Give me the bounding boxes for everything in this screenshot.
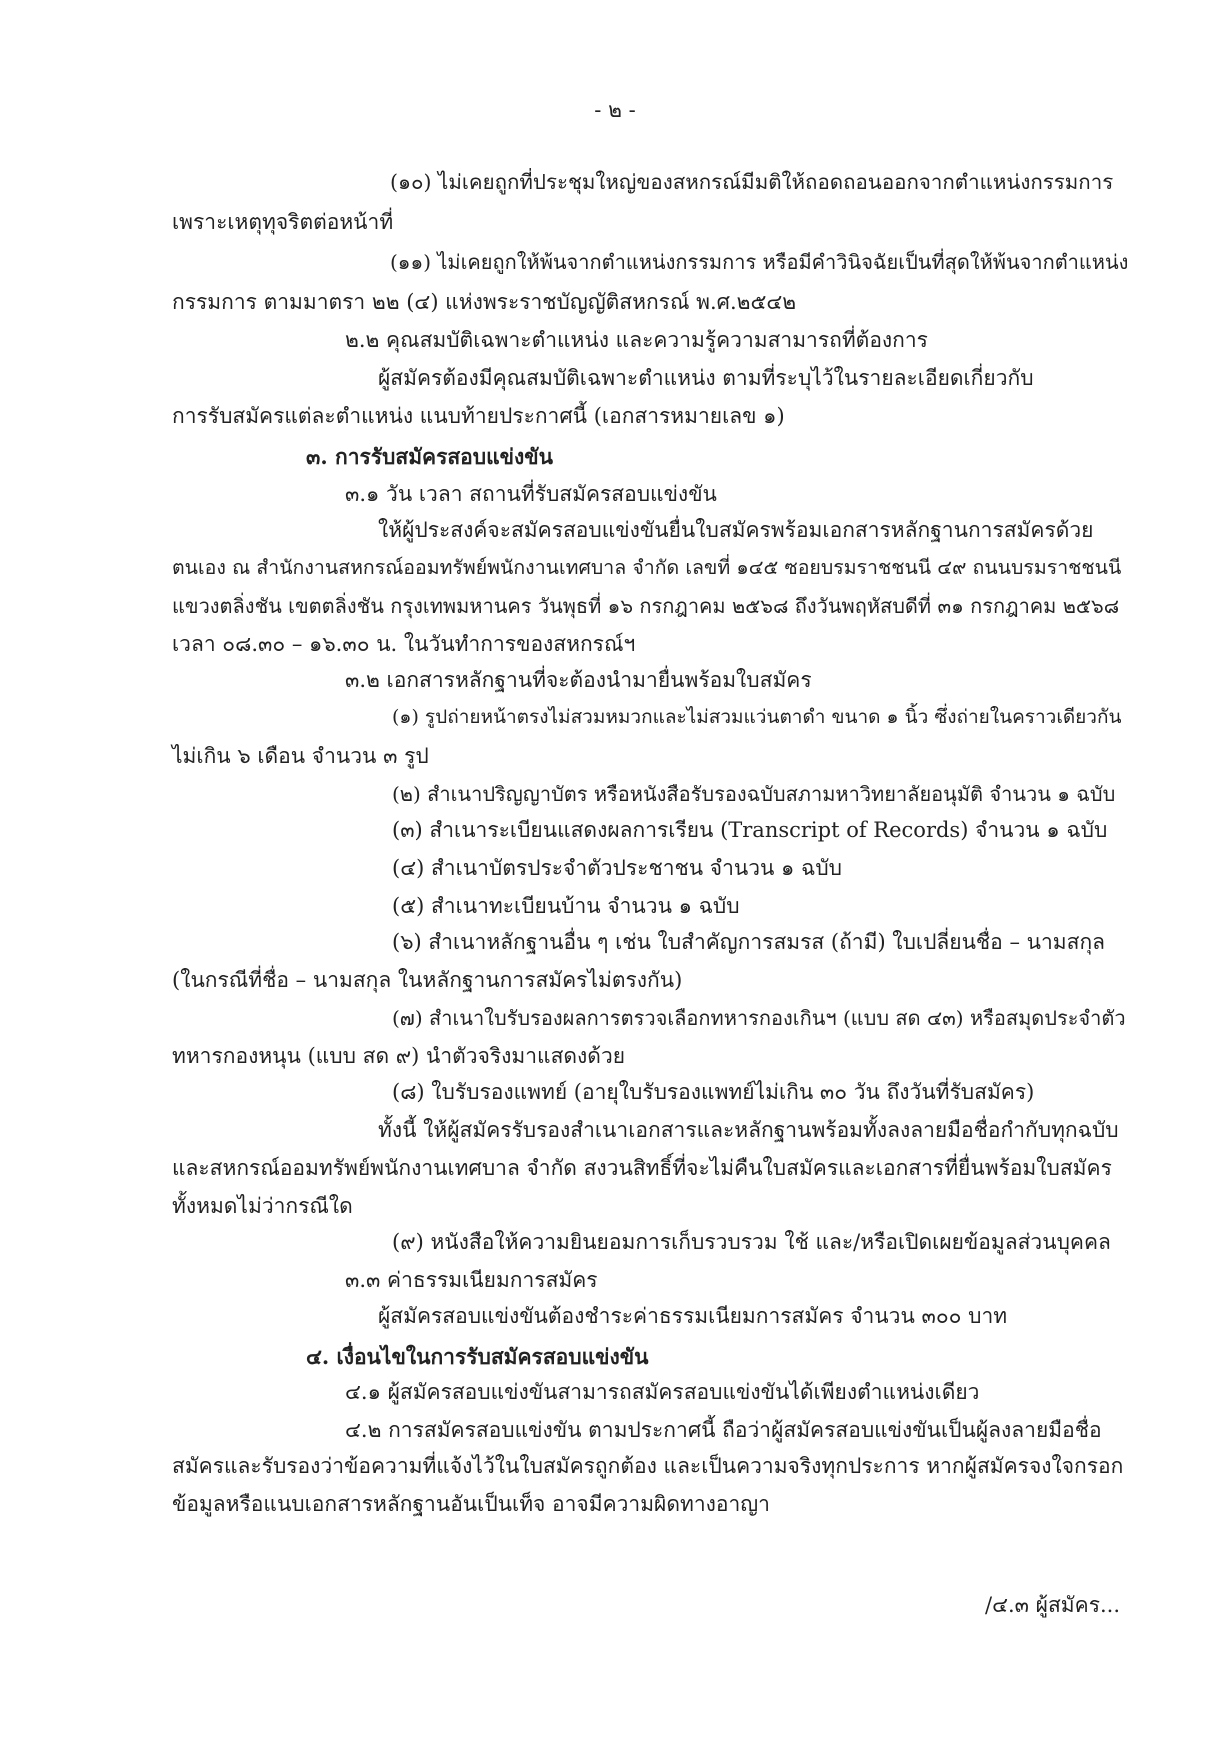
text-line: (๖) สำเนาหลักฐานอื่น ๆ เช่น ใบสำคัญการสมรส (ถ้ามี) ใบเปลี่ยนชื่อ – นามสกุล — [392, 930, 1106, 954]
text-line: ๒.๒ คุณสมบัติเฉพาะตำแหน่ง และความรู้ความสามารถที่ต้องการ — [345, 328, 928, 352]
text-line: ๔.๑ ผู้สมัครสอบแข่งขันสามารถสมัครสอบแข่งขันได้เพียงตำแหน่งเดียว — [345, 1380, 980, 1404]
text-line: กรรมการ ตามมาตรา ๒๒ (๔) แห่งพระราชบัญญัติสหกรณ์ พ.ศ.๒๕๔๒ — [172, 290, 797, 314]
text-line: (๘) ใบรับรองแพทย์ (อายุใบรับรองแพทย์ไม่เกิน ๓๐ วัน ถึงวันที่รับสมัคร) — [392, 1080, 1035, 1104]
text-line: (ในกรณีที่ชื่อ – นามสกุล ในหลักฐานการสมัครไม่ตรงกัน) — [172, 968, 683, 992]
text-line: ข้อมูลหรือแนบเอกสารหลักฐานอันเป็นเท็จ อาจมีความผิดทางอาญา — [172, 1492, 770, 1516]
text-line: และสหกรณ์ออมทรัพย์พนักงานเทศบาล จำกัด สงวนสิทธิ์ที่จะไม่คืนใบสมัครและเอกสารที่ยื่นพร้อมใบสมัคร — [172, 1156, 1112, 1180]
text-line: ทหารกองหนุน (แบบ สด ๙) นำตัวจริงมาแสดงด้วย — [172, 1044, 626, 1068]
text-line: (๕) สำเนาทะเบียนบ้าน จำนวน ๑ ฉบับ — [392, 894, 740, 918]
text-line: (๑) รูปถ่ายหน้าตรงไม่สวมหมวกและไม่สวมแว่นตาดำ ขนาด ๑ นิ้ว ซึ่งถ่ายในคราวเดียวกัน — [392, 706, 1122, 728]
text-line: ทั้งนี้ ให้ผู้สมัครรับรองสำเนาเอกสารและหลักฐานพร้อมทั้งลงลายมือชื่อกำกับทุกฉบับ — [378, 1118, 1119, 1142]
text-line: (๑๑) ไม่เคยถูกให้พ้นจากตำแหน่งกรรมการ หรือมีคำวินิจฉัยเป็นที่สุดให้พ้นจากตำแหน่ง — [390, 250, 1129, 274]
text-line: การรับสมัครแต่ละตำแหน่ง แนบท้ายประกาศนี้ (เอกสารหมายเลข ๑) — [172, 404, 785, 428]
text-line: (๓) สำเนาระเบียนแสดงผลการเรียน (Transcript of Records) จำนวน ๑ ฉบับ — [392, 818, 1108, 842]
text-line: ๓.๓ ค่าธรรมเนียมการสมัคร — [345, 1268, 598, 1292]
text-line: (๒) สำเนาปริญญาบัตร หรือหนังสือรับรองฉบับสภามหาวิทยาลัยอนุมัติ จำนวน ๑ ฉบับ — [392, 782, 1116, 806]
text-line: (๗) สำเนาใบรับรองผลการตรวจเลือกทหารกองเกินฯ (แบบ สด ๔๓) หรือสมุดประจำตัว — [392, 1006, 1126, 1030]
text-line: ๓.๑ วัน เวลา สถานที่รับสมัครสอบแข่งขัน — [345, 482, 717, 506]
continuation-footer: /๔.๓ ผู้สมัคร... — [985, 1593, 1120, 1617]
text-line: แขวงตลิ่งชัน เขตตลิ่งชัน กรุงเทพมหานคร วันพุธที่ ๑๖ กรกฎาคม ๒๕๖๘ ถึงวันพฤหัสบดีที่ ๓๑ กรกฎาคม ๒๕๖๘ — [172, 594, 1120, 618]
text-line: ทั้งหมดไม่ว่ากรณีใด — [172, 1194, 353, 1218]
text-line: เพราะเหตุทุจริตต่อหน้าที่ — [172, 210, 394, 234]
text-line: เวลา ๐๘.๓๐ – ๑๖.๓๐ น. ในวันทำการของสหกรณ์ฯ — [172, 632, 636, 656]
text-line: สมัครและรับรองว่าข้อความที่แจ้งไว้ในใบสมัครถูกต้อง และเป็นความจริงทุกประการ หากผู้สมัครจงใจกรอก — [172, 1454, 1124, 1478]
text-line: ให้ผู้ประสงค์จะสมัครสอบแข่งขันยื่นใบสมัครพร้อมเอกสารหลักฐานการสมัครด้วย — [378, 518, 1094, 542]
text-line: (๔) สำเนาบัตรประจำตัวประชาชน จำนวน ๑ ฉบับ — [392, 856, 843, 880]
text-line: (๑๐) ไม่เคยถูกที่ประชุมใหญ่ของสหกรณ์มีมติให้ถอดถอนออกจากตำแหน่งกรรมการ — [390, 170, 1114, 194]
text-line: ไม่เกิน ๖ เดือน จำนวน ๓ รูป — [172, 744, 429, 768]
section-heading: ๓. การรับสมัครสอบแข่งขัน — [306, 444, 553, 469]
text-line: ๔.๒ การสมัครสอบแข่งขัน ตามประกาศนี้ ถือว่าผู้สมัครสอบแข่งขันเป็นผู้ลงลายมือชื่อ — [345, 1418, 1102, 1442]
page-number: - ๒ - — [594, 98, 636, 122]
text-line: ผู้สมัครต้องมีคุณสมบัติเฉพาะตำแหน่ง ตามที่ระบุไว้ในรายละเอียดเกี่ยวกับ — [378, 366, 1034, 390]
text-line: (๙) หนังสือให้ความยินยอมการเก็บรวบรวม ใช้ และ/หรือเปิดเผยข้อมูลส่วนบุคคล — [392, 1230, 1111, 1254]
text-line: ๓.๒ เอกสารหลักฐานที่จะต้องนำมายื่นพร้อมใบสมัคร — [345, 668, 812, 692]
text-line: ผู้สมัครสอบแข่งขันต้องชำระค่าธรรมเนียมการสมัคร จำนวน ๓๐๐ บาท — [378, 1304, 1008, 1328]
text-line: ตนเอง ณ สำนักงานสหกรณ์ออมทรัพย์พนักงานเทศบาล จำกัด เลขที่ ๑๔๕ ซอยบรมราชชนนี ๔๙ ถนนบรมราชชนนี — [172, 556, 1122, 579]
section-heading: ๔. เงื่อนไขในการรับสมัครสอบแข่งขัน — [306, 1344, 649, 1369]
